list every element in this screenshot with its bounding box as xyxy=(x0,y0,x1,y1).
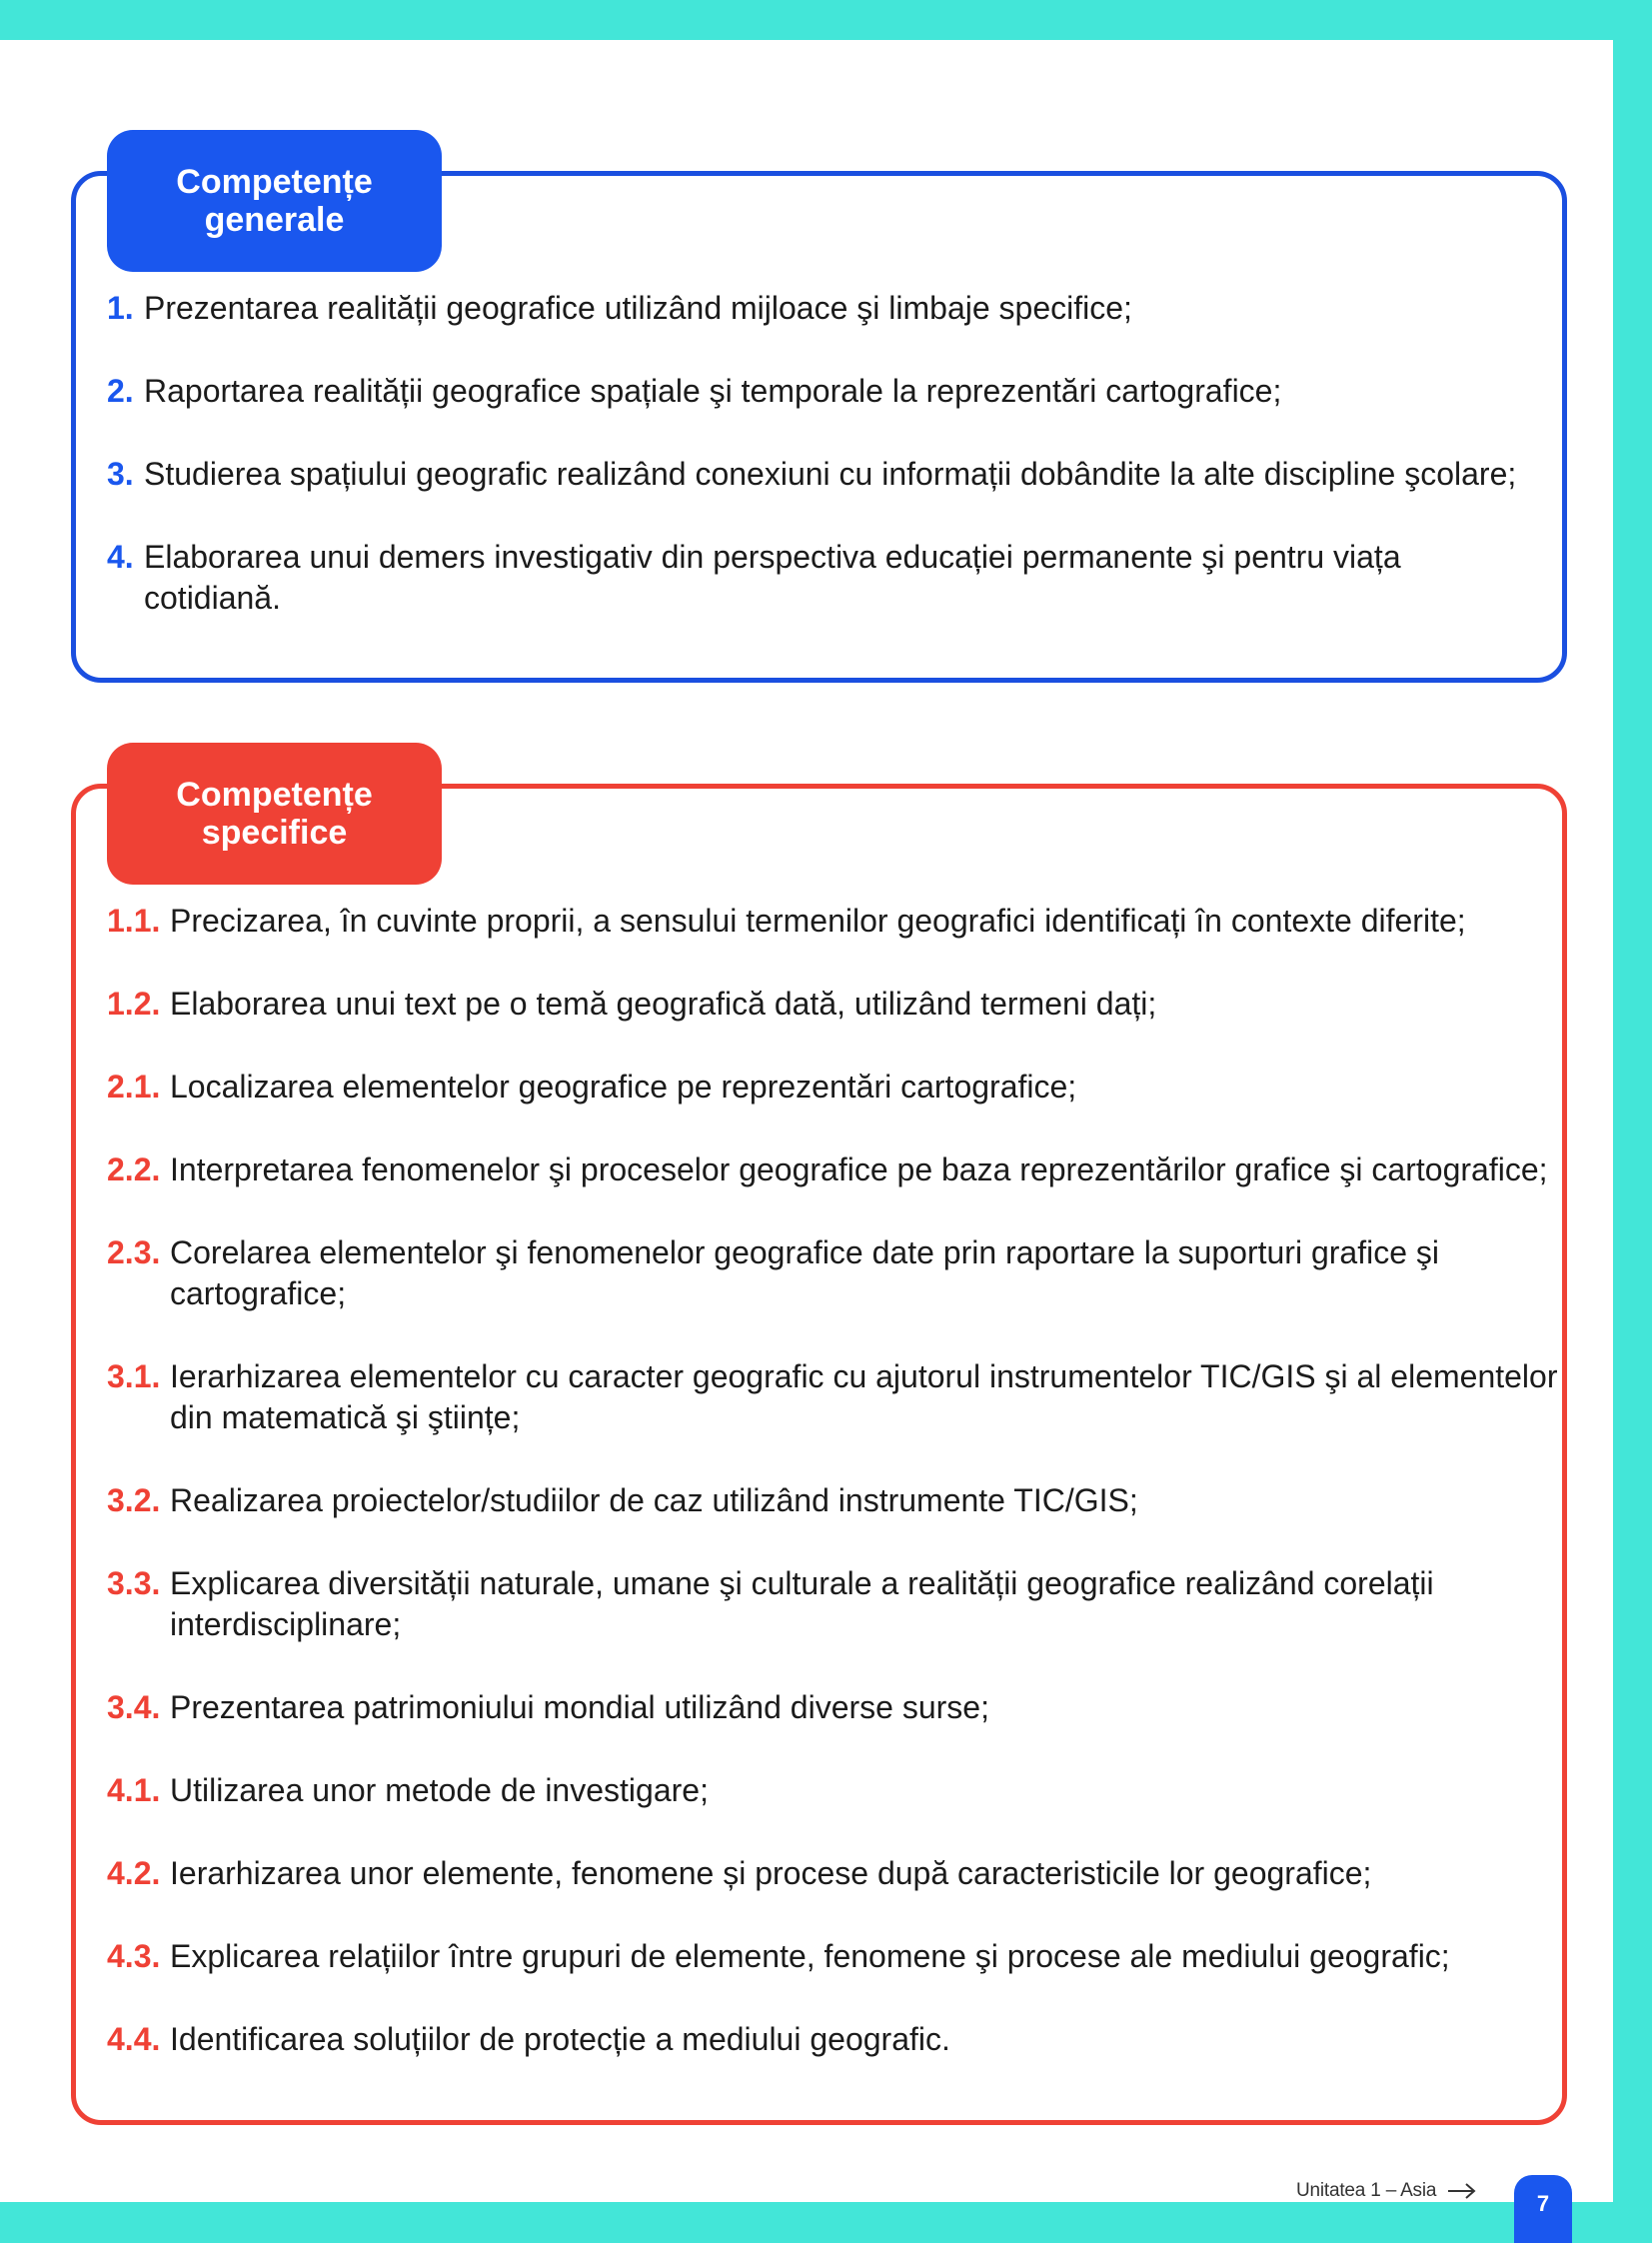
item-number: 2.2. xyxy=(107,1151,161,1187)
item-text: Identificarea soluțiilor de protecție a mediului geografic. xyxy=(170,2021,950,2057)
item-text: Prezentarea patrimoniului mondial utilizând diverse surse; xyxy=(170,1689,989,1725)
item-number: 4.3. xyxy=(107,1938,161,1974)
list-item xyxy=(107,1149,1566,1190)
general-competences-list xyxy=(107,288,1546,661)
item-text: Elaborarea unui text pe o temă geografică dată, utilizând termeni dați; xyxy=(170,986,1157,1022)
specific-competences-list xyxy=(107,901,1566,2102)
item-number: 3.3. xyxy=(107,1565,161,1601)
item-number: 3.4. xyxy=(107,1689,161,1725)
list-item xyxy=(107,2019,1566,2060)
list-item xyxy=(107,984,1566,1025)
list-item xyxy=(107,1232,1566,1314)
item-text: Precizarea, în cuvinte proprii, a sensului termenilor geografici identificați în contexte diferite; xyxy=(170,903,1466,939)
list-item xyxy=(107,537,1546,619)
list-item xyxy=(107,288,1546,329)
item-number: 1.2. xyxy=(107,986,161,1022)
item-number: 4. xyxy=(107,539,134,575)
general-competences-tab xyxy=(107,130,442,272)
list-item xyxy=(107,901,1566,942)
item-number: 3. xyxy=(107,456,134,492)
item-text: Raportarea realității geografice spațiale şi temporale la reprezentări cartografice; xyxy=(144,373,1282,409)
item-text: Prezentarea realității geografice utilizând mijloace şi limbaje specifice; xyxy=(144,290,1132,326)
item-text: Studierea spațiului geografic realizând conexiuni cu informații dobândite la alte discipline şcolare; xyxy=(144,456,1517,492)
item-number: 4.2. xyxy=(107,1855,161,1891)
list-item xyxy=(107,1936,1566,1977)
unit-label: Unitatea 1 – Asia xyxy=(1296,2180,1437,2201)
item-number: 3.2. xyxy=(107,1482,161,1518)
item-number: 4.1. xyxy=(107,1772,161,1808)
item-text: Ierarhizarea unor elemente, fenomene și procese după caracteristicile lor geografice; xyxy=(170,1855,1372,1891)
list-item xyxy=(107,454,1546,495)
list-item xyxy=(107,371,1546,412)
item-text: Explicarea diversității naturale, umane şi culturale a realității geografice realizând corelații interdisciplinare; xyxy=(170,1565,1434,1642)
item-text: Elaborarea unui demers investigativ din perspectiva educației permanente şi pentru viața cotidiană. xyxy=(144,539,1401,616)
item-text: Interpretarea fenomenelor şi proceselor geografice pe baza reprezentărilor grafice şi cartografice; xyxy=(170,1151,1548,1187)
page-number-badge xyxy=(1514,2175,1572,2243)
item-number: 1.1. xyxy=(107,903,161,939)
list-item xyxy=(107,1067,1566,1108)
item-text: Utilizarea unor metode de investigare; xyxy=(170,1772,709,1808)
specific-title-line2: specifice xyxy=(201,814,348,852)
item-number: 4.4. xyxy=(107,2021,161,2057)
item-number: 1. xyxy=(107,290,134,326)
list-item xyxy=(107,1356,1566,1438)
list-item xyxy=(107,1687,1566,1728)
item-text: Realizarea proiectelor/studiilor de caz utilizând instrumente TIC/GIS; xyxy=(170,1482,1138,1518)
general-title-line1: Competențe xyxy=(176,163,373,201)
item-text: Corelarea elementelor şi fenomenelor geografice date prin raportare la suporturi grafice şi cartografice; xyxy=(170,1234,1439,1311)
item-number: 3.1. xyxy=(107,1358,161,1394)
list-item xyxy=(107,1563,1566,1645)
item-number: 2.1. xyxy=(107,1069,161,1105)
item-number: 2.3. xyxy=(107,1234,161,1270)
item-text: Ierarhizarea elementelor cu caracter geografic cu ajutorul instrumentelor TIC/GIS şi al elementelor din matematică şi ştiințe; xyxy=(170,1358,1558,1435)
item-text: Explicarea relațiilor între grupuri de elemente, fenomene şi procese ale mediului geografic; xyxy=(170,1938,1450,1974)
item-number: 2. xyxy=(107,373,134,409)
specific-title-line1: Competențe xyxy=(176,776,373,814)
arrow-right-icon xyxy=(1446,2181,1478,2201)
list-item xyxy=(107,1853,1566,1894)
page-number: 7 xyxy=(1536,2191,1550,2216)
list-item xyxy=(107,1480,1566,1521)
specific-competences-tab xyxy=(107,743,442,885)
item-text: Localizarea elementelor geografice pe reprezentări cartografice; xyxy=(170,1069,1077,1105)
general-title-line2: generale xyxy=(204,201,345,239)
list-item xyxy=(107,1770,1566,1811)
